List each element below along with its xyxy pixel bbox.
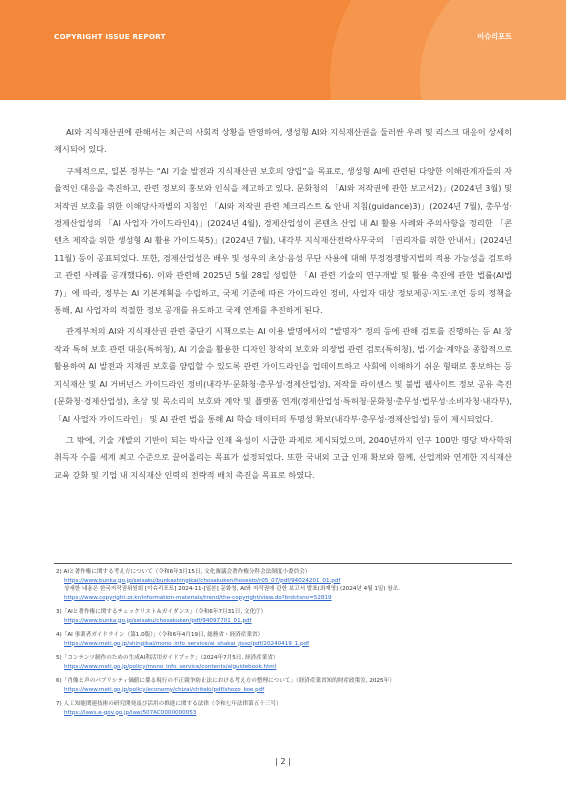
footnote-3-text: 3)「AIと著作権に関するチェックリスト＆ガイダンス」（令和6年7月31日, 文化庁） <box>56 609 267 615</box>
footnotes <box>56 568 512 717</box>
report-series-title: COPYRIGHT ISSUE REPORT <box>54 32 166 41</box>
footnote-4-text: 4)「AI 事業者ガイドライン（第1.0版）」（令和6年4月19日, 総務省・経済産業省） <box>56 632 264 638</box>
footnote-6-link[interactable]: https://www.meti.go.jp/policy/economy/chizai/chiteki/pdf/shozo_koe.pdf <box>64 686 265 693</box>
paragraph-4: 그 밖에, 기술 개발의 기반이 되는 박사급 인재 육성이 시급한 과제로 제시되었으며, 2040년까지 인구 100만 명당 박사학위 취득자 수를 세계 최고 수준으로 끌어올리는 목표가 설정되었다. 또한 국내외 고급 인재 확보와 함께, 산업계와 연계한 지식재산 교육 강화 및 기업 내 지식재산 인력의 전략적 배치 촉진을 목표로 하였다. <box>54 434 512 480</box>
paragraph-2: 구체적으로, 일본 정부는 “AI 기술 발전과 지식재산권 보호의 양립”을 목표로, 생성형 AI에 관련된 다양한 이해관계자들의 자율적인 대응을 촉진하고, 관련 정보의 홍보와 인식을 제고하고 있다. 문화청의 「AI와 저작권에 관한 보고서2)」(2024년 3월) 및 저작권 보호를 위한 이해당사자별의 지침인 「AI와 저작권 관련 체크리스트 & 안내 지침(guidance)3)」(2024년 7월), 총무성·경제산업성의 「AI 사업자 가이드라인4)」(2024년 4월), 경제산업성이 콘텐츠 산업 내 AI 활용 사례와 주의사항을 정리한 「콘텐츠 제작을 위한 생성형 AI 활용 가이드북5)」(2024년 7월), 내각부 지식재산전략사무국의 「권리자를 위한 안내서」(2024년 11월) 등이 공표되었다. 또한, 경제산업성은 배우 및 성우의 초상·음성 무단 사용에 대해 부정경쟁방지법의 적용 가능성을 검토하고 관련 사례를 공개했다6). 이와 관련해 2025년 5월 28일 성립한 「AI 관련 기술의 연구개발 및 활용 촉진에 관한 법률(AI법7)」에 따라, 정부는 AI 기본계획을 수립하고, 국제 기준에 따른 가이드라인 정비, 사업자 대상 정보제공·지도·조언 등의 정책을 통해, AI 사업자의 적절한 정보 공개를 유도하고 국제 연계를 추진하게 된다. <box>54 165 512 316</box>
footnote-2-text: 2) AIと著作権に関する考え方について（令和6年3月15日, 文化審議会著作権分科会法制度小委員会） <box>56 569 311 575</box>
footnote-2-link-2[interactable]: https://www.copyright.or.kr/information-materials/trend/the-copyright/view.do?brdctsno=52819 <box>64 594 332 601</box>
main-body <box>54 124 512 484</box>
footnote-5-text: 5)「コンテンツ制作のための生成AI利活用ガイドブック」（2024年7月5日, 経済産業省） <box>56 655 279 661</box>
paragraph-3: 관계부처의 AI와 지식재산권 관련 중단기 시책으로는 AI 이용 발명에서의 “발명자” 정의 등에 관해 검토를 진행하는 등 AI 창작과 특허 보호 관련 대응(특허청), AI 기술을 활용한 디자인 창작의 보호와 의장법 관련 검토(특허청), 법·기술·계약을 종합적으로 활용하여 AI 발전과 지재권 보호를 양립할 수 있도록 관련 가이드라인을 업데이트하고 사회에 이해하기 쉬운 형태로 홍보하는 등 지식재산 및 AI 거버넌스 가이드라인 정비(내각부·문화청·총무성·경제산업성), 저작물 라이센스 및 불법 웹사이트 정보 공유 촉진(문화청·경제산업성), 초상 및 목소리의 보호와 계약 및 플랫폼 연계(경제산업성·특허청·문화청·총무성·법무성·소비자청·내각부), 「AI 사업자 가이드라인」 및 AI 관련 법을 통해 AI 학습 데이터의 투명성 확보(내각부·총무성·경제산업성) 등이 제시되었다. <box>54 326 512 424</box>
header-decoration-circle-2 <box>420 0 566 100</box>
footnote-divider <box>54 563 512 564</box>
footnote-7-link[interactable]: https://laws.e-gov.go.jp/law/507AC0000000053 <box>64 709 197 716</box>
footnote-2-link[interactable]: https://www.bunka.go.jp/seisaku/bunkashingikai/chosakuken/hoseido/r05_07/pdf/94024201_01.pdf <box>64 577 341 584</box>
footnote-3-link[interactable]: https://www.bunka.go.jp/seisaku/chosakuken/pdf/94097701_01.pdf <box>64 617 252 624</box>
report-header <box>0 0 566 100</box>
footnote-4-link[interactable]: https://www.meti.go.jp/shingikai/mono_info_service/ai_shakai_jisso/pdf/20240419_1.pdf <box>64 640 310 647</box>
paragraph-1: AI와 지식재산권에 관해서는 최근의 사회적 상황을 반영하여, 생성형 AI와 지식재산권을 둘러싼 우려 및 리스크 대응이 상세히 제시되어 있다. <box>54 127 512 155</box>
footnote-7-text: 7) 人工知能関連技術の研究開発及び活用の推進に関する法律（令和七年法律第五十三号） <box>56 701 282 707</box>
footnote-2-note: 상세한 내용은 한국저작권위원회 [이슈리포트] 2024-11-[일본] 문화청, AI와 저작권에 관한 보고서 발표(최재영) (2024년 4월 1일) 참조. <box>64 586 400 592</box>
page-number: | 2 | <box>275 757 291 766</box>
report-category: 이슈리포트 <box>477 32 512 41</box>
footnote-6-text: 6)「肖像と声のパブリシティ価値に係る現行の不正競争防止法における考え方の整理について」（経済産業省知的財産政策室, 2025年） <box>56 678 395 684</box>
footnote-5-link[interactable]: https://www.meti.go.jp/policy/mono_info_service/contents/aiguidebook.html <box>64 663 277 670</box>
